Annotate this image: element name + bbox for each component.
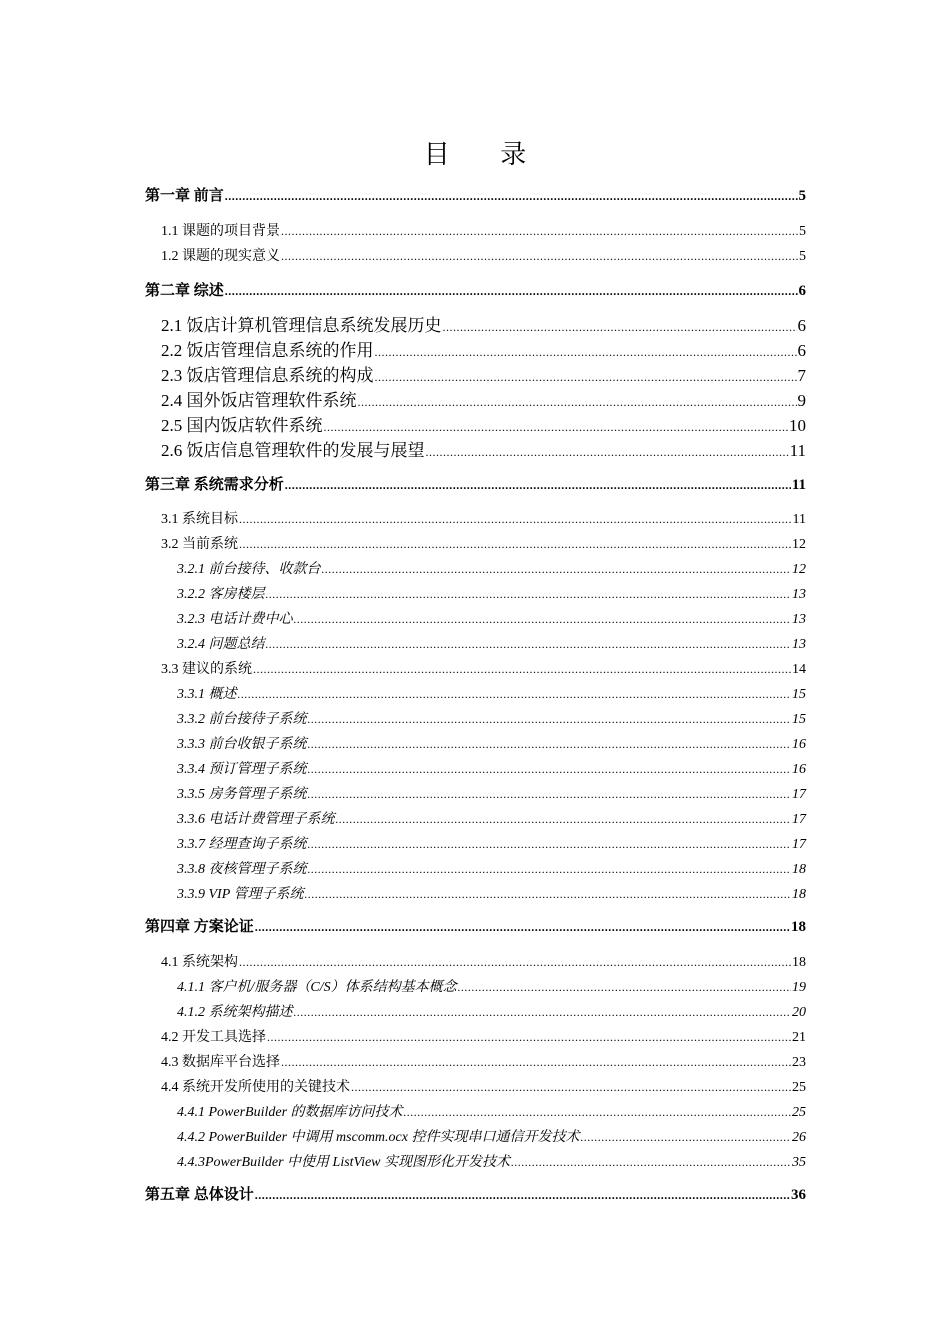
toc-dot-leader — [580, 1127, 791, 1147]
toc-dot-leader — [358, 392, 797, 412]
toc-entry-title: 3.3.4 预订管理子系统 — [177, 762, 307, 777]
toc-entry — [177, 859, 806, 880]
toc-dot-leader — [443, 317, 797, 337]
toc-dot-leader — [281, 1052, 791, 1072]
toc-page-number: 13 — [792, 612, 806, 627]
toc-dot-leader — [267, 1027, 791, 1047]
toc-dot-leader — [375, 342, 797, 362]
toc-chapter-entry — [145, 475, 806, 495]
toc-entry — [161, 316, 806, 337]
toc-entry-title: 3.3.8 夜核管理子系统 — [177, 862, 307, 877]
toc-page-number: 18 — [791, 919, 806, 935]
toc-entry-title: 3.2 当前系统 — [161, 537, 238, 552]
toc-dot-leader — [294, 609, 792, 629]
toc-page-number: 12 — [792, 537, 806, 552]
toc-entry-title: 3.3.2 前台接待子系统 — [177, 712, 307, 727]
toc-entry-title: 4.3 数据库平台选择 — [161, 1055, 280, 1070]
toc-page-number: 16 — [792, 762, 806, 777]
toc-entry — [161, 246, 806, 267]
toc-entry-title: 2.6 饭店信息管理软件的发展与展望 — [161, 441, 425, 460]
toc-entry — [177, 559, 806, 580]
toc-page-number: 35 — [792, 1155, 806, 1170]
toc-entry-title: 4.1 系统架构 — [161, 955, 238, 970]
toc-entry — [161, 952, 806, 973]
toc-dot-leader — [239, 509, 792, 529]
toc-entry — [177, 609, 806, 630]
toc-chapter-entry — [145, 1185, 806, 1205]
toc-entry — [161, 1077, 806, 1098]
toc-page-number: 25 — [792, 1080, 806, 1095]
toc-page-number: 17 — [792, 787, 806, 802]
toc-dot-leader — [308, 784, 792, 804]
toc-entry-title: 3.3 建议的系统 — [161, 662, 252, 677]
toc-entry-title: 2.4 国外饭店管理软件系统 — [161, 391, 357, 410]
toc-entry-title: 3.1 系统目标 — [161, 512, 238, 527]
toc-entry — [161, 366, 806, 387]
toc-page-number: 36 — [791, 1187, 806, 1203]
toc-entry-title: 4.4.1 PowerBuilder 的数据库访问技术 — [177, 1105, 403, 1120]
toc-entry-title: 4.4 系统开发所使用的关键技术 — [161, 1080, 350, 1095]
toc-page-number: 20 — [792, 1005, 806, 1020]
toc-entry — [177, 684, 806, 705]
toc-dot-leader — [281, 246, 798, 266]
toc-dot-leader — [351, 1077, 791, 1097]
toc-entry-title: 3.2.2 客房楼层 — [177, 587, 265, 602]
toc-entry — [177, 634, 806, 655]
toc-page-number: 21 — [792, 1030, 806, 1045]
toc-entry-title: 3.2.3 电话计费中心 — [177, 612, 293, 627]
toc-page-number: 11 — [791, 477, 806, 493]
toc-dot-leader — [239, 534, 791, 554]
toc-entry-title: 第三章 系统需求分析 — [145, 477, 284, 493]
toc-entry-title: 1.2 课题的现实意义 — [161, 249, 280, 264]
toc-entry — [177, 1152, 806, 1173]
toc-title: 目 录 — [423, 140, 549, 169]
toc-entry-title: 2.1 饭店计算机管理信息系统发展历史 — [161, 316, 442, 335]
toc-entry-title: 第二章 综述 — [145, 283, 224, 299]
toc-entry-title: 4.2 开发工具选择 — [161, 1030, 266, 1045]
toc-page-number: 6 — [798, 283, 806, 299]
toc-page-number: 25 — [792, 1105, 806, 1120]
toc-page-number: 9 — [797, 391, 806, 410]
toc-entry-title: 4.4.2 PowerBuilder 中调用 mscomm.ocx 控件实现串口通信开发技术 — [177, 1130, 580, 1145]
toc-page-number: 17 — [792, 837, 806, 852]
toc-entry — [177, 809, 806, 830]
toc-chapter-entry — [145, 917, 806, 937]
toc-entry-title: 2.3 饭店管理信息系统的构成 — [161, 366, 374, 385]
toc-entry-title: 4.1.1 客户机/服务器（C/S）体系结构基本概念 — [177, 980, 457, 995]
toc-entry — [161, 509, 806, 530]
toc-dot-leader — [308, 709, 792, 729]
toc-dot-leader — [285, 475, 791, 495]
toc-entry-title: 第一章 前言 — [145, 188, 224, 204]
toc-dot-leader — [308, 859, 792, 879]
toc-entry-title: 3.3.6 电话计费管理子系统 — [177, 812, 335, 827]
toc-entry — [177, 1102, 806, 1123]
toc-dot-leader — [225, 281, 798, 301]
toc-page-number: 13 — [792, 637, 806, 652]
toc-entry-title: 3.3.3 前台收银子系统 — [177, 737, 307, 752]
toc-entry — [177, 977, 806, 998]
toc-entry — [161, 1052, 806, 1073]
toc-entry — [161, 341, 806, 362]
toc-dot-leader — [255, 1185, 790, 1205]
toc-entry — [161, 441, 806, 462]
toc-dot-leader — [336, 809, 792, 829]
toc-entry-title: 3.3.7 经理查询子系统 — [177, 837, 307, 852]
toc-page-number: 16 — [792, 737, 806, 752]
toc-dot-leader — [255, 917, 790, 937]
toc-page-number: 6 — [797, 341, 806, 360]
toc-entry-title: 3.3.9 VIP 管理子系统 — [177, 887, 304, 902]
toc-entry — [161, 534, 806, 555]
toc-entry — [177, 734, 806, 755]
toc-page-number: 19 — [792, 980, 806, 995]
toc-dot-leader — [225, 186, 798, 206]
toc-dot-leader — [375, 367, 797, 387]
toc-dot-leader — [281, 221, 798, 241]
toc-entry — [177, 709, 806, 730]
toc-page-number: 13 — [792, 587, 806, 602]
toc-page-number: 7 — [797, 366, 806, 385]
toc-entry — [177, 759, 806, 780]
toc-dot-leader — [253, 659, 791, 679]
toc-entry-title: 第四章 方案论证 — [145, 919, 254, 935]
toc-entry — [177, 834, 806, 855]
toc-chapter-entry — [145, 281, 806, 301]
toc-page-number: 14 — [792, 662, 806, 677]
toc-entry-title: 3.2.4 问题总结 — [177, 637, 265, 652]
toc-page-number: 26 — [792, 1130, 806, 1145]
toc-dot-leader — [324, 417, 789, 437]
toc-page-number: 6 — [797, 316, 806, 335]
toc-dot-leader — [458, 977, 791, 997]
toc-page-number: 5 — [799, 224, 806, 239]
toc-page-number: 23 — [792, 1055, 806, 1070]
toc-dot-leader — [308, 759, 792, 779]
toc-entry — [177, 884, 806, 905]
toc-entry-title: 3.2.1 前台接待、收款台 — [177, 562, 321, 577]
toc-entry — [177, 1127, 806, 1148]
toc-dot-leader — [305, 884, 791, 904]
toc-dot-leader — [238, 684, 792, 704]
toc-page-number: 10 — [789, 416, 806, 435]
toc-entry — [161, 221, 806, 242]
toc-dot-leader — [294, 1002, 792, 1022]
toc-page-number: 15 — [792, 687, 806, 702]
toc-page-number: 5 — [798, 188, 806, 204]
toc-page-number: 12 — [792, 562, 806, 577]
toc-entry — [177, 584, 806, 605]
toc-page-number: 18 — [792, 955, 806, 970]
toc-page-number: 11 — [792, 512, 806, 527]
toc-entry-title: 1.1 课题的项目背景 — [161, 224, 280, 239]
toc-dot-leader — [266, 634, 792, 654]
toc-page-number: 17 — [792, 812, 806, 827]
toc-dot-leader — [266, 584, 792, 604]
toc-dot-leader — [239, 952, 791, 972]
toc-entry-title: 第五章 总体设计 — [145, 1187, 254, 1203]
toc-entry-title: 4.1.2 系统架构描述 — [177, 1005, 293, 1020]
toc-entry — [177, 1002, 806, 1023]
toc-entry-title: 3.3.1 概述 — [177, 687, 237, 702]
toc-entry — [161, 416, 806, 437]
toc-dot-leader — [322, 559, 792, 579]
toc-dot-leader — [511, 1152, 791, 1172]
toc-entry — [161, 391, 806, 412]
toc-dot-leader — [426, 442, 789, 462]
toc-page-number: 18 — [792, 862, 806, 877]
toc-dot-leader — [308, 734, 792, 754]
toc-page-number: 15 — [792, 712, 806, 727]
toc-dot-leader — [404, 1102, 791, 1122]
toc-chapter-entry — [145, 186, 806, 206]
toc-entry-title: 3.3.5 房务管理子系统 — [177, 787, 307, 802]
toc-entry-title: 4.4.3PowerBuilder 中使用 ListView 实现图形化开发技术 — [177, 1155, 511, 1170]
toc-entry — [161, 659, 806, 680]
toc-page-number: 18 — [792, 887, 806, 902]
toc-page-number: 11 — [789, 441, 806, 460]
toc-entry-title: 2.2 饭店管理信息系统的作用 — [161, 341, 374, 360]
toc-entry-title: 2.5 国内饭店软件系统 — [161, 416, 323, 435]
toc-dot-leader — [308, 834, 792, 854]
toc-entry — [161, 1027, 806, 1048]
toc-page-number: 5 — [799, 249, 806, 264]
toc-entry — [177, 784, 806, 805]
